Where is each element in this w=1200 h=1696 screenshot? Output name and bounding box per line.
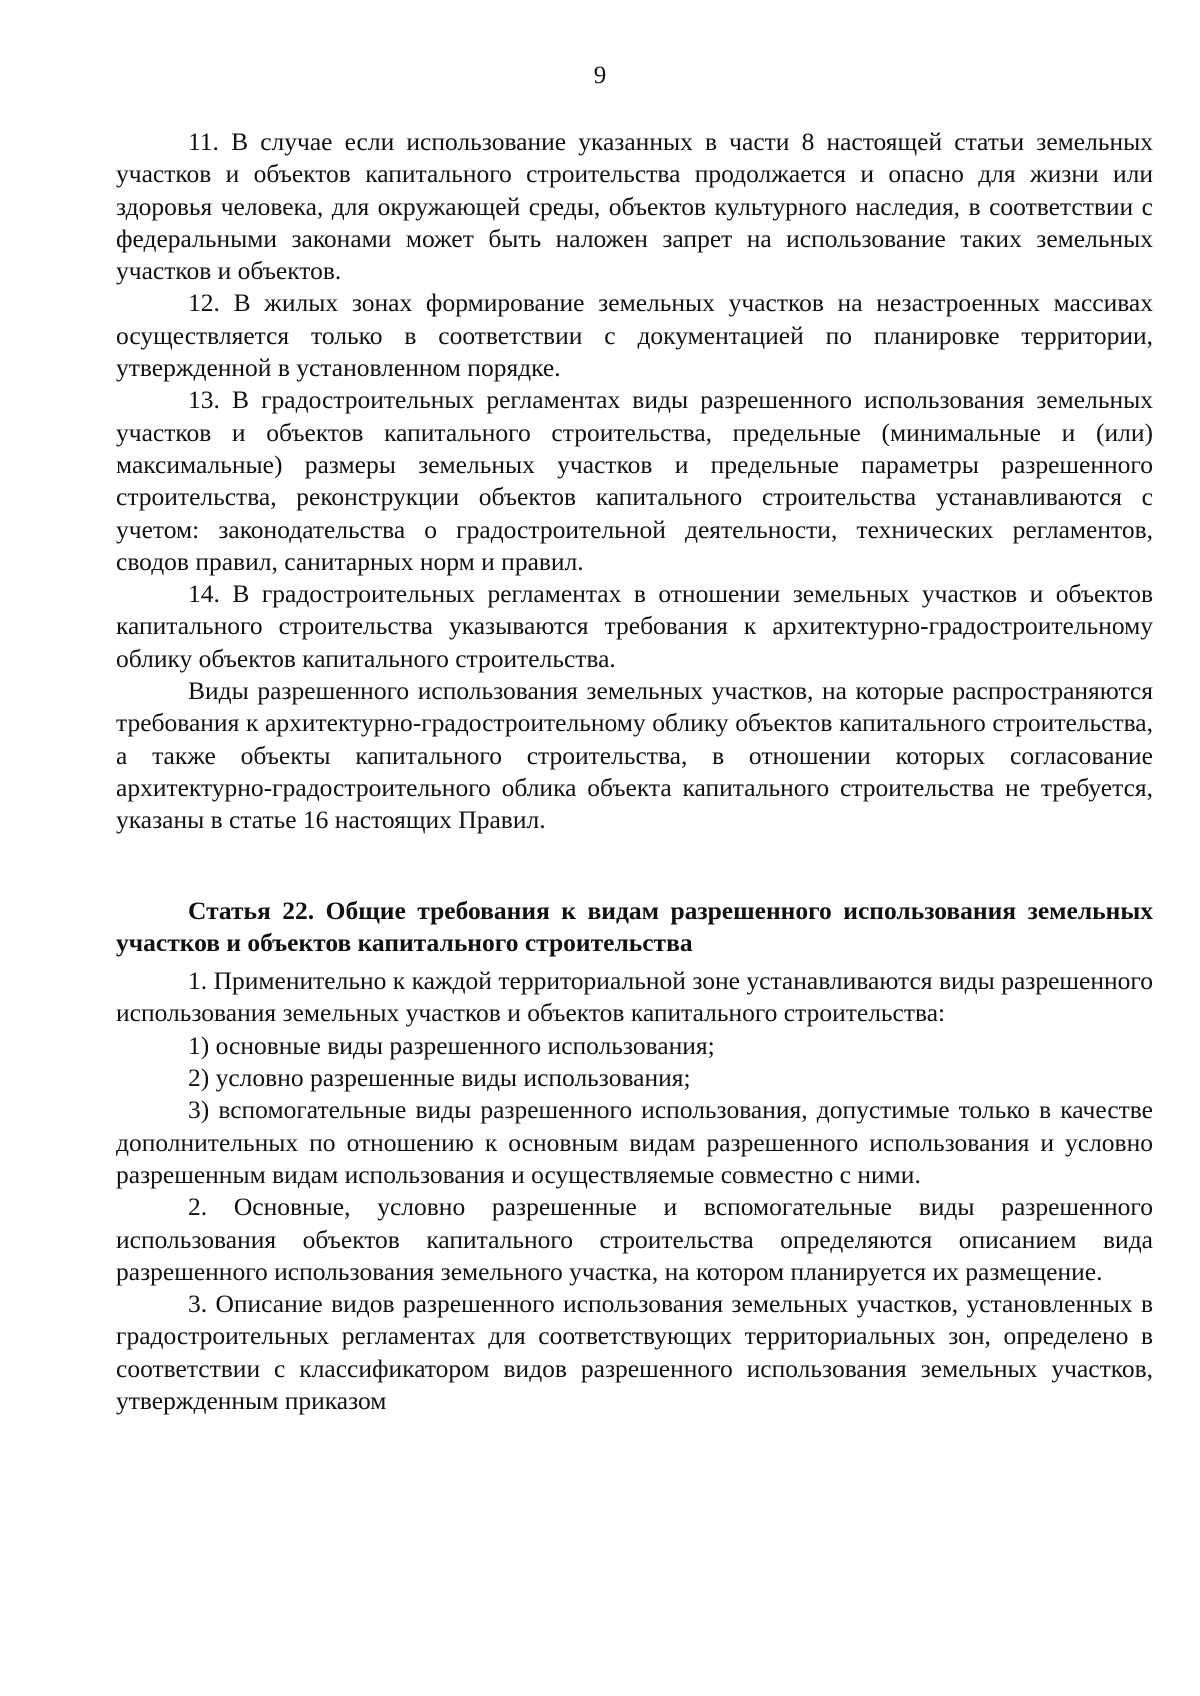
paragraph-permitted-uses-note: Виды разрешенного использования земельных участков, на которые распространяются требования к архитектурно-градостроительному облику объектов капитального строительства, а также объекты капитального строительства, в отношении которых согласование архитектурно-градостроительного облика объекта капитального строительства не требуется, указаны в статье 16 настоящих Правил. [116, 676, 1153, 835]
paragraph-12: 12. В жилых зонах формирование земельных участков на незастроенных массивах осуществляется только в соответствии с документацией по планировке территории, утвержденной в установленном порядке. [116, 288, 1153, 383]
list-item-3: 3) вспомогательные виды разрешенного использования, допустимые только в качестве дополнительных по отношению к основным видам разрешенного использования и условно разрешенным видам использования и осуществляемые совместно с ними. [116, 1095, 1153, 1189]
article-paragraph-1: 1. Применительно к каждой территориальной зоне устанавливаются виды разрешенного использования земельных участков и объектов капитального строительства: [116, 966, 1153, 1028]
article-heading: Статья 22. Общие требования к видам разрешенного использования земельных участков и объектов капитального строительства [116, 895, 1153, 957]
page-number: 9 [593, 62, 607, 89]
article-paragraph-3: 3. Описание видов разрешенного использования земельных участков, установленных в градостроительных регламентах для соответствующих территориальных зон, определено в соответствии с классификатором видов разрешенного использования земельных участков, утвержденным приказом [116, 1289, 1153, 1415]
document-body [116, 126, 1153, 1417]
paragraph-13: 13. В градостроительных регламентах виды разрешенного использования земельных участков и объектов капитального строительства, предельные (минимальные и (или) максимальные) размеры земельных участков и предельные параметры разрешенного строительства, реконструкции объектов капитального строительства устанавливаются с учетом: законодательства о градостроительной деятельности, технических регламентов, сводов правил, санитарных норм и правил. [116, 385, 1153, 576]
list-item-1: 1) основные виды разрешенного использования; [188, 1030, 715, 1060]
paragraph-14: 14. В градостроительных регламентах в отношении земельных участков и объектов капитального строительства указываются требования к архитектурно-градостроительному облику объектов капитального строительства. [116, 579, 1153, 673]
paragraph-11: 11. В случае если использование указанных в части 8 настоящей статьи земельных участков и объектов капитального строительства продолжается и опасно для жизни или здоровья человека, для окружающей среды, объектов культурного наследия, в соответствии с федеральными законами может быть наложен запрет на использование таких земельных участков и объектов. [116, 127, 1153, 286]
list-item-2: 2) условно разрешенные виды использования; [188, 1063, 691, 1093]
article-paragraph-2: 2. Основные, условно разрешенные и вспомогательные виды разрешенного использования объектов капитального строительства определяются описанием вида разрешенного использования земельного участка, на котором планируется их размещение. [116, 1192, 1153, 1286]
